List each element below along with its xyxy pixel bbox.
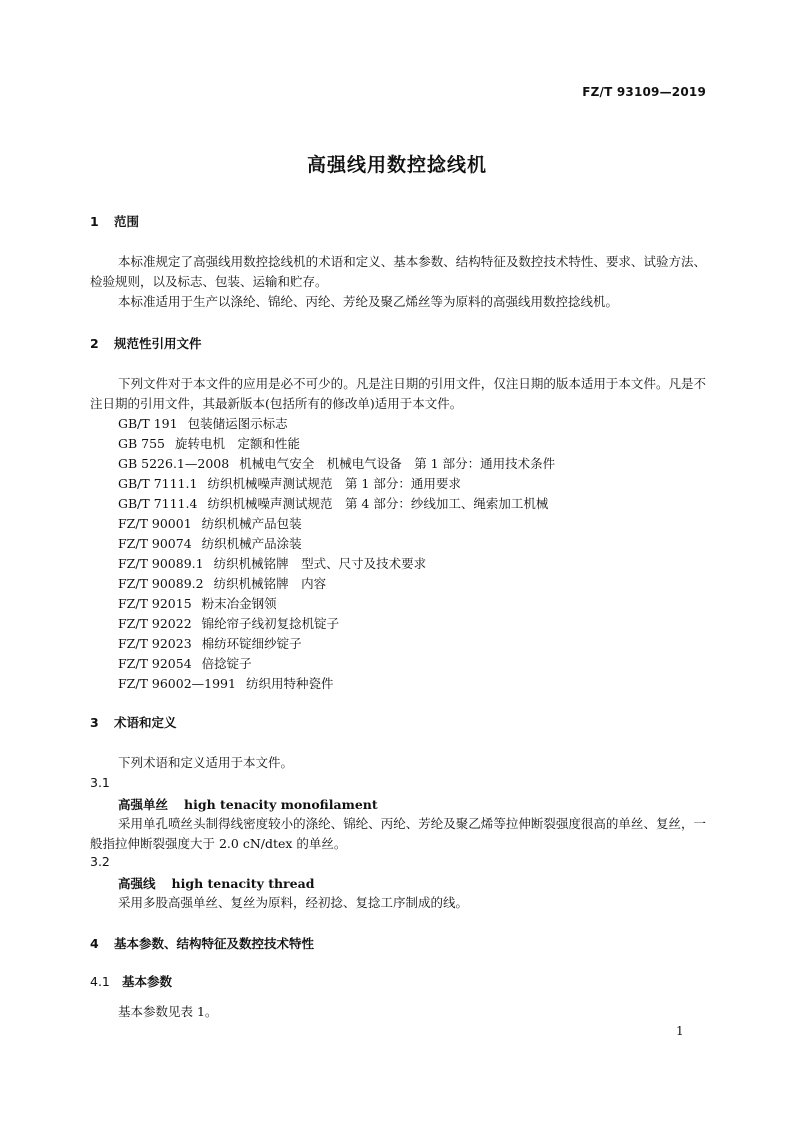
term-english: high tenacity thread [171,876,315,891]
reference-code: GB/T 7111.1 [118,476,198,491]
section-title: 范围 [114,214,140,229]
term-chinese: 高强线 [118,876,156,891]
term-number: 3.1 [90,775,110,790]
reference-item [118,614,339,632]
reference-name: 纺织机械噪声测试规范 第 1 部分：通用要求 [207,476,461,491]
section-3-intro: 下列术语和定义适用于本文件。 [118,755,294,770]
reference-code: FZ/T 92023 [118,636,192,651]
section-title: 术语和定义 [114,715,177,730]
section-title: 基本参数、结构特征及数控技术特性 [114,936,315,951]
reference-code: FZ/T 90074 [118,536,192,551]
reference-item [118,594,277,612]
reference-name: 棉纺环锭细纱锭子 [201,636,302,651]
term-chinese: 高强单丝 [118,797,169,812]
reference-code: FZ/T 90089.1 [118,556,204,571]
section-2-heading [90,334,202,352]
reference-code: GB/T 191 [118,416,178,431]
page-number: 1 [676,1024,684,1038]
section-1-heading [90,212,139,230]
section-number: 2 [90,336,99,351]
reference-name: 纺织机械产品包装 [201,516,302,531]
reference-item [118,634,302,652]
reference-item [118,514,302,532]
reference-name: 机械电气安全 机械电气设备 第 1 部分：通用技术条件 [239,456,556,471]
section-title: 规范性引用文件 [114,336,202,351]
term-number: 3.2 [90,854,110,869]
reference-code: GB 5226.1—2008 [118,456,230,471]
reference-name: 纺织机械噪声测试规范 第 4 部分：纱线加工、绳索加工机械 [207,496,549,511]
term-english: high tenacity monofilament [184,797,378,812]
reference-item [118,674,333,692]
document-title: 高强线用数控捻线机 [306,154,487,176]
section-1-paragraph-2: 本标准适用于生产以涤纶、锦纶、丙纶、芳纶及聚乙烯丝等为原料的高强线用数控捻线机。 [118,294,619,309]
reference-code: GB 755 [118,436,166,451]
reference-item [118,434,300,452]
section-2-intro: 下列文件对于本文件的应用是必不可少的。凡是注日期的引用文件，仅注日期的版本适用于本文件。凡是不注日期的引用文件，其最新版本(包括所有的修改单)适用于本文件。 [90,376,706,411]
reference-name: 旋转电机 定额和性能 [175,436,301,451]
reference-item [118,454,555,472]
reference-name: 倍捻锭子 [201,656,252,671]
section-number: 1 [90,214,99,229]
reference-code: FZ/T 92015 [118,596,192,611]
standard-code: FZ/T 93109—2019 [582,85,706,99]
section-number: 4 [90,936,99,951]
term-definition: 采用单孔喷丝头制得线密度较小的涤纶、锦纶、丙纶、芳纶及聚乙烯等拉伸断裂强度很高的单丝、复丝，一般指拉伸断裂强度大于 2.0 cN/dtex 的单丝。 [90,816,706,851]
reference-item [118,654,252,672]
reference-item [118,534,302,552]
reference-code: FZ/T 96002—1991 [118,676,236,691]
section-1-paragraph-1: 本标准规定了高强线用数控捻线机的术语和定义、基本参数、结构特征及数控技术特性、要求、试验方法、检验规则，以及标志、包装、运输和贮存。 [90,254,706,289]
reference-item [118,494,548,512]
reference-item [118,554,426,572]
reference-name: 纺织用特种瓷件 [245,676,334,691]
reference-name: 纺织机械铭牌 内容 [213,576,327,591]
subsection-number: 4.1 [90,974,110,989]
reference-code: FZ/T 90001 [118,516,192,531]
reference-name: 包装储运图示标志 [187,416,288,431]
reference-code: FZ/T 90089.2 [118,576,204,591]
reference-name: 粉末冶金钢领 [201,596,277,611]
section-3-heading [90,713,177,731]
reference-item [118,414,288,432]
reference-code: FZ/T 92054 [118,656,192,671]
section-4-heading [90,934,314,952]
term-definition: 采用多股高强单丝、复丝为原料，经初捻、复捻工序制成的线。 [118,895,469,910]
subsection-title: 基本参数 [122,974,173,989]
section-number: 3 [90,715,99,730]
term-heading [118,874,314,892]
reference-name: 锦纶帘子线初复捻机锭子 [201,616,340,631]
reference-item [118,574,326,592]
subsection-4-1-text: 基本参数见表 1。 [118,1004,218,1019]
subsection-4-1-heading [90,972,172,990]
reference-name: 纺织机械铭牌 型式、尺寸及技术要求 [213,556,427,571]
reference-item [118,474,461,492]
reference-code: GB/T 7111.4 [118,496,198,511]
reference-code: FZ/T 92022 [118,616,192,631]
reference-name: 纺织机械产品涂装 [201,536,302,551]
term-heading [118,795,378,813]
